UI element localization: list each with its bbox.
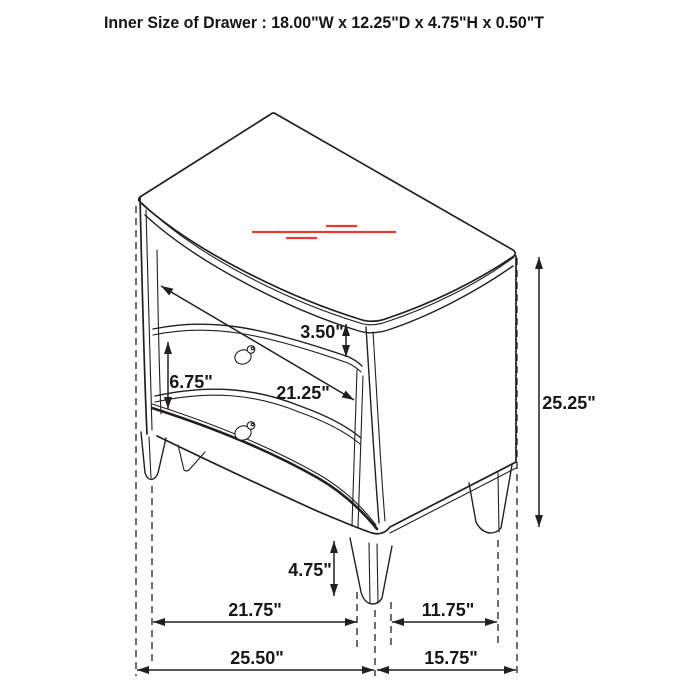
front-right-corner-line [373, 332, 385, 521]
dimension-overall-depth [377, 648, 516, 670]
dimension-drawer-front-height [168, 342, 213, 409]
dimension-label: 6.75" [169, 372, 213, 392]
dimension-overall-height [539, 257, 596, 527]
dimension-label: 4.75" [288, 560, 332, 580]
dimension-label: 21.75" [228, 600, 282, 620]
dimension-side-leg-spacing [392, 600, 497, 622]
dimension-label: 15.75" [424, 648, 478, 668]
leg-corner-line [149, 437, 151, 478]
drawer-1-knob [233, 346, 255, 366]
leg-corner-line [369, 543, 370, 603]
nightstand [139, 113, 516, 604]
top-surface [139, 113, 516, 333]
diagram-title: Inner Size of Drawer : 18.00"W x 12.25"D x 4.75"H x 0.50"T [104, 14, 544, 32]
dimension-label: 25.50" [230, 648, 284, 668]
dimension-label: 11.75" [421, 600, 475, 620]
molding-top-line [152, 404, 376, 525]
front-left-edge [140, 197, 147, 434]
dimension-overall-width [137, 648, 374, 670]
front-right-leg [350, 538, 392, 604]
leg-outline [350, 538, 392, 604]
front-right-corner-edge [366, 327, 379, 523]
dimension-front-leg-spacing [153, 600, 357, 622]
dimension-label: 21.25" [276, 383, 330, 403]
front-left-corner-line [146, 210, 152, 430]
case-bottom-edge [157, 436, 516, 534]
top-surface-outline [139, 113, 516, 321]
left-stile-inner-line [157, 250, 161, 414]
leg-corner-line-2 [377, 544, 378, 603]
bottom-molding [152, 404, 516, 534]
dimension-leg-height [288, 541, 334, 596]
leg-corner-line [498, 473, 499, 532]
dimension-shelf-opening-height [300, 322, 346, 357]
side-bottom-edge-lower [390, 468, 516, 533]
dimension-label: 25.25" [542, 393, 596, 413]
dimension-label: 3.50" [300, 322, 344, 342]
